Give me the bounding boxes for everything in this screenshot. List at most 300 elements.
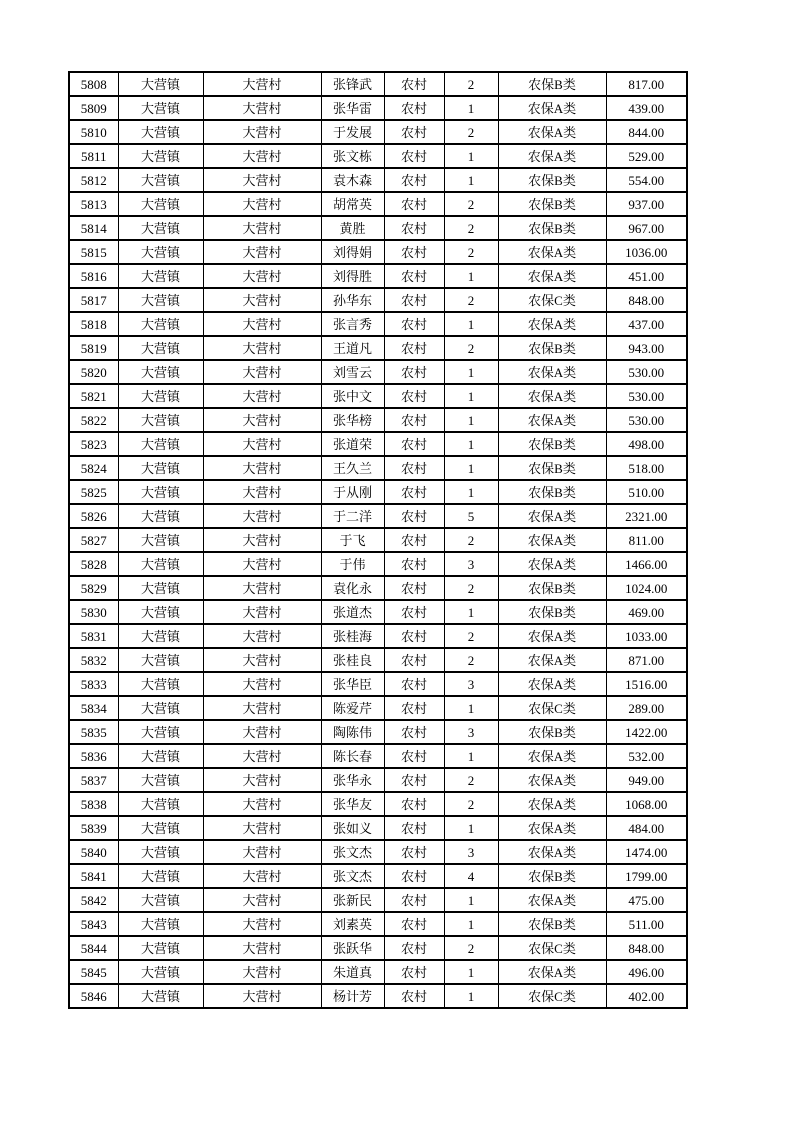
cell-town: 大营镇 (118, 792, 203, 816)
cell-record-id: 5824 (69, 456, 118, 480)
cell-town: 大营镇 (118, 912, 203, 936)
table-row (69, 960, 687, 984)
cell-insurance-category: 农保A类 (498, 312, 606, 336)
cell-record-id: 5818 (69, 312, 118, 336)
cell-record-id: 5819 (69, 336, 118, 360)
cell-town: 大营镇 (118, 720, 203, 744)
table-row (69, 312, 687, 336)
cell-residence-type: 农村 (384, 360, 444, 384)
table-row (69, 624, 687, 648)
cell-insurance-category: 农保A类 (498, 240, 606, 264)
table-row (69, 744, 687, 768)
cell-town: 大营镇 (118, 696, 203, 720)
cell-town: 大营镇 (118, 384, 203, 408)
cell-village: 大营村 (203, 672, 321, 696)
cell-person-name: 刘素英 (321, 912, 384, 936)
cell-record-id: 5823 (69, 432, 118, 456)
cell-person-count: 2 (444, 72, 498, 96)
cell-amount: 451.00 (606, 264, 687, 288)
cell-town: 大营镇 (118, 288, 203, 312)
cell-person-count: 1 (444, 816, 498, 840)
cell-person-name: 张跃华 (321, 936, 384, 960)
cell-village: 大营村 (203, 936, 321, 960)
cell-record-id: 5812 (69, 168, 118, 192)
cell-village: 大营村 (203, 480, 321, 504)
cell-insurance-category: 农保A类 (498, 96, 606, 120)
cell-town: 大营镇 (118, 552, 203, 576)
cell-insurance-category: 农保A类 (498, 120, 606, 144)
cell-village: 大营村 (203, 336, 321, 360)
cell-record-id: 5811 (69, 144, 118, 168)
cell-amount: 1024.00 (606, 576, 687, 600)
cell-person-name: 张文杰 (321, 840, 384, 864)
cell-person-count: 2 (444, 192, 498, 216)
cell-record-id: 5841 (69, 864, 118, 888)
cell-record-id: 5821 (69, 384, 118, 408)
cell-person-name: 于飞 (321, 528, 384, 552)
cell-person-name: 张桂海 (321, 624, 384, 648)
cell-residence-type: 农村 (384, 552, 444, 576)
cell-residence-type: 农村 (384, 312, 444, 336)
cell-village: 大营村 (203, 96, 321, 120)
cell-amount: 817.00 (606, 72, 687, 96)
cell-residence-type: 农村 (384, 984, 444, 1008)
cell-town: 大营镇 (118, 600, 203, 624)
cell-residence-type: 农村 (384, 816, 444, 840)
cell-residence-type: 农村 (384, 600, 444, 624)
cell-village: 大营村 (203, 696, 321, 720)
cell-town: 大营镇 (118, 984, 203, 1008)
cell-record-id: 5826 (69, 504, 118, 528)
cell-amount: 498.00 (606, 432, 687, 456)
cell-record-id: 5828 (69, 552, 118, 576)
cell-town: 大营镇 (118, 576, 203, 600)
cell-person-name: 胡常英 (321, 192, 384, 216)
cell-amount: 530.00 (606, 408, 687, 432)
cell-amount: 402.00 (606, 984, 687, 1008)
cell-record-id: 5825 (69, 480, 118, 504)
cell-record-id: 5834 (69, 696, 118, 720)
cell-residence-type: 农村 (384, 840, 444, 864)
cell-amount: 530.00 (606, 360, 687, 384)
cell-insurance-category: 农保A类 (498, 816, 606, 840)
cell-town: 大营镇 (118, 336, 203, 360)
cell-person-name: 袁木森 (321, 168, 384, 192)
cell-village: 大营村 (203, 264, 321, 288)
cell-amount: 967.00 (606, 216, 687, 240)
cell-record-id: 5844 (69, 936, 118, 960)
cell-insurance-category: 农保B类 (498, 456, 606, 480)
cell-residence-type: 农村 (384, 480, 444, 504)
cell-record-id: 5817 (69, 288, 118, 312)
cell-person-count: 2 (444, 768, 498, 792)
cell-insurance-category: 农保A类 (498, 144, 606, 168)
cell-amount: 510.00 (606, 480, 687, 504)
table-row (69, 336, 687, 360)
cell-insurance-category: 农保B类 (498, 600, 606, 624)
cell-residence-type: 农村 (384, 624, 444, 648)
cell-insurance-category: 农保B类 (498, 720, 606, 744)
cell-person-name: 张锋武 (321, 72, 384, 96)
cell-village: 大营村 (203, 576, 321, 600)
cell-person-count: 3 (444, 552, 498, 576)
cell-person-name: 张道杰 (321, 600, 384, 624)
cell-village: 大营村 (203, 600, 321, 624)
cell-insurance-category: 农保A类 (498, 624, 606, 648)
cell-record-id: 5830 (69, 600, 118, 624)
cell-village: 大营村 (203, 504, 321, 528)
table-row (69, 576, 687, 600)
cell-residence-type: 农村 (384, 888, 444, 912)
cell-person-count: 2 (444, 624, 498, 648)
cell-residence-type: 农村 (384, 672, 444, 696)
cell-person-name: 王道凡 (321, 336, 384, 360)
cell-person-name: 朱道真 (321, 960, 384, 984)
cell-amount: 437.00 (606, 312, 687, 336)
cell-amount: 496.00 (606, 960, 687, 984)
cell-insurance-category: 农保A类 (498, 672, 606, 696)
cell-village: 大营村 (203, 408, 321, 432)
cell-residence-type: 农村 (384, 864, 444, 888)
table-row (69, 480, 687, 504)
cell-insurance-category: 农保A类 (498, 528, 606, 552)
cell-town: 大营镇 (118, 888, 203, 912)
cell-village: 大营村 (203, 744, 321, 768)
cell-person-name: 张华榜 (321, 408, 384, 432)
cell-record-id: 5840 (69, 840, 118, 864)
cell-insurance-category: 农保A类 (498, 792, 606, 816)
cell-record-id: 5809 (69, 96, 118, 120)
cell-person-count: 1 (444, 912, 498, 936)
cell-residence-type: 农村 (384, 408, 444, 432)
cell-town: 大营镇 (118, 864, 203, 888)
cell-person-count: 2 (444, 792, 498, 816)
cell-town: 大营镇 (118, 528, 203, 552)
cell-insurance-category: 农保A类 (498, 384, 606, 408)
cell-record-id: 5831 (69, 624, 118, 648)
cell-record-id: 5816 (69, 264, 118, 288)
cell-person-name: 孙华东 (321, 288, 384, 312)
table-row (69, 144, 687, 168)
cell-insurance-category: 农保B类 (498, 216, 606, 240)
cell-village: 大营村 (203, 360, 321, 384)
cell-insurance-category: 农保B类 (498, 72, 606, 96)
cell-residence-type: 农村 (384, 288, 444, 312)
table-row (69, 192, 687, 216)
cell-village: 大营村 (203, 144, 321, 168)
table-row (69, 408, 687, 432)
cell-person-count: 1 (444, 480, 498, 504)
cell-record-id: 5815 (69, 240, 118, 264)
cell-amount: 943.00 (606, 336, 687, 360)
cell-person-name: 于二洋 (321, 504, 384, 528)
cell-town: 大营镇 (118, 240, 203, 264)
cell-town: 大营镇 (118, 216, 203, 240)
cell-town: 大营镇 (118, 408, 203, 432)
cell-person-count: 2 (444, 936, 498, 960)
cell-record-id: 5833 (69, 672, 118, 696)
cell-amount: 530.00 (606, 384, 687, 408)
cell-person-count: 2 (444, 288, 498, 312)
cell-person-name: 张文栋 (321, 144, 384, 168)
table-row (69, 672, 687, 696)
table-row (69, 840, 687, 864)
table-row (69, 216, 687, 240)
cell-amount: 518.00 (606, 456, 687, 480)
cell-record-id: 5839 (69, 816, 118, 840)
cell-residence-type: 农村 (384, 528, 444, 552)
cell-person-count: 2 (444, 216, 498, 240)
cell-person-count: 2 (444, 528, 498, 552)
cell-person-count: 4 (444, 864, 498, 888)
cell-person-count: 1 (444, 456, 498, 480)
cell-person-name: 于发展 (321, 120, 384, 144)
cell-village: 大营村 (203, 984, 321, 1008)
cell-town: 大营镇 (118, 168, 203, 192)
cell-amount: 532.00 (606, 744, 687, 768)
cell-amount: 811.00 (606, 528, 687, 552)
cell-village: 大营村 (203, 888, 321, 912)
cell-village: 大营村 (203, 768, 321, 792)
cell-insurance-category: 农保B类 (498, 912, 606, 936)
table-row (69, 72, 687, 96)
cell-amount: 949.00 (606, 768, 687, 792)
cell-person-count: 1 (444, 168, 498, 192)
cell-person-name: 刘雪云 (321, 360, 384, 384)
cell-person-count: 3 (444, 720, 498, 744)
cell-record-id: 5832 (69, 648, 118, 672)
cell-insurance-category: 农保A类 (498, 744, 606, 768)
cell-person-count: 1 (444, 696, 498, 720)
cell-amount: 554.00 (606, 168, 687, 192)
table-row (69, 504, 687, 528)
table-row (69, 648, 687, 672)
cell-person-count: 1 (444, 744, 498, 768)
cell-record-id: 5836 (69, 744, 118, 768)
cell-person-name: 于从刚 (321, 480, 384, 504)
cell-person-name: 张桂良 (321, 648, 384, 672)
cell-town: 大营镇 (118, 456, 203, 480)
cell-amount: 484.00 (606, 816, 687, 840)
cell-insurance-category: 农保A类 (498, 360, 606, 384)
cell-village: 大营村 (203, 456, 321, 480)
table-row (69, 384, 687, 408)
cell-record-id: 5845 (69, 960, 118, 984)
cell-person-count: 2 (444, 576, 498, 600)
cell-amount: 848.00 (606, 288, 687, 312)
cell-village: 大营村 (203, 240, 321, 264)
cell-insurance-category: 农保C类 (498, 984, 606, 1008)
cell-residence-type: 农村 (384, 576, 444, 600)
table-row (69, 432, 687, 456)
cell-person-name: 于伟 (321, 552, 384, 576)
cell-insurance-category: 农保A类 (498, 504, 606, 528)
cell-insurance-category: 农保B类 (498, 480, 606, 504)
cell-amount: 469.00 (606, 600, 687, 624)
cell-person-count: 1 (444, 888, 498, 912)
cell-person-name: 张如义 (321, 816, 384, 840)
table-row (69, 288, 687, 312)
cell-residence-type: 农村 (384, 792, 444, 816)
cell-insurance-category: 农保A类 (498, 408, 606, 432)
cell-residence-type: 农村 (384, 96, 444, 120)
cell-town: 大营镇 (118, 624, 203, 648)
cell-residence-type: 农村 (384, 240, 444, 264)
cell-residence-type: 农村 (384, 264, 444, 288)
cell-town: 大营镇 (118, 144, 203, 168)
cell-village: 大营村 (203, 384, 321, 408)
cell-residence-type: 农村 (384, 696, 444, 720)
cell-insurance-category: 农保B类 (498, 576, 606, 600)
cell-residence-type: 农村 (384, 720, 444, 744)
table-body (69, 72, 687, 1008)
cell-residence-type: 农村 (384, 120, 444, 144)
cell-town: 大营镇 (118, 192, 203, 216)
cell-record-id: 5835 (69, 720, 118, 744)
cell-amount: 1033.00 (606, 624, 687, 648)
table-row (69, 360, 687, 384)
table-row (69, 720, 687, 744)
cell-person-count: 1 (444, 360, 498, 384)
cell-residence-type: 农村 (384, 144, 444, 168)
cell-record-id: 5843 (69, 912, 118, 936)
cell-amount: 1036.00 (606, 240, 687, 264)
cell-amount: 439.00 (606, 96, 687, 120)
cell-amount: 475.00 (606, 888, 687, 912)
table-row (69, 456, 687, 480)
cell-person-name: 刘得娟 (321, 240, 384, 264)
cell-amount: 1068.00 (606, 792, 687, 816)
cell-person-count: 2 (444, 336, 498, 360)
table-row (69, 120, 687, 144)
cell-insurance-category: 农保A类 (498, 960, 606, 984)
cell-amount: 529.00 (606, 144, 687, 168)
cell-residence-type: 农村 (384, 192, 444, 216)
cell-person-count: 1 (444, 960, 498, 984)
cell-person-count: 1 (444, 96, 498, 120)
cell-person-name: 陶陈伟 (321, 720, 384, 744)
cell-person-name: 张华臣 (321, 672, 384, 696)
cell-town: 大营镇 (118, 768, 203, 792)
cell-amount: 289.00 (606, 696, 687, 720)
cell-person-count: 5 (444, 504, 498, 528)
cell-village: 大营村 (203, 864, 321, 888)
cell-record-id: 5838 (69, 792, 118, 816)
cell-person-name: 张华雷 (321, 96, 384, 120)
cell-person-name: 张新民 (321, 888, 384, 912)
table-row (69, 552, 687, 576)
cell-amount: 1516.00 (606, 672, 687, 696)
cell-town: 大营镇 (118, 264, 203, 288)
cell-insurance-category: 农保B类 (498, 168, 606, 192)
cell-town: 大营镇 (118, 480, 203, 504)
cell-record-id: 5829 (69, 576, 118, 600)
cell-amount: 1466.00 (606, 552, 687, 576)
cell-person-count: 1 (444, 984, 498, 1008)
cell-amount: 2321.00 (606, 504, 687, 528)
cell-person-name: 张华永 (321, 768, 384, 792)
cell-person-count: 1 (444, 432, 498, 456)
cell-town: 大营镇 (118, 960, 203, 984)
cell-village: 大营村 (203, 168, 321, 192)
cell-residence-type: 农村 (384, 936, 444, 960)
table-row (69, 96, 687, 120)
cell-insurance-category: 农保B类 (498, 192, 606, 216)
cell-village: 大营村 (203, 216, 321, 240)
cell-record-id: 5842 (69, 888, 118, 912)
table-row (69, 888, 687, 912)
cell-person-name: 黄胜 (321, 216, 384, 240)
cell-town: 大营镇 (118, 96, 203, 120)
cell-town: 大营镇 (118, 360, 203, 384)
cell-town: 大营镇 (118, 672, 203, 696)
cell-insurance-category: 农保B类 (498, 864, 606, 888)
cell-village: 大营村 (203, 288, 321, 312)
cell-residence-type: 农村 (384, 744, 444, 768)
table-row (69, 168, 687, 192)
cell-amount: 1474.00 (606, 840, 687, 864)
cell-town: 大营镇 (118, 936, 203, 960)
cell-town: 大营镇 (118, 504, 203, 528)
cell-insurance-category: 农保C类 (498, 696, 606, 720)
table-row (69, 528, 687, 552)
cell-village: 大营村 (203, 960, 321, 984)
table-row (69, 792, 687, 816)
cell-person-count: 3 (444, 840, 498, 864)
cell-insurance-category: 农保B类 (498, 336, 606, 360)
cell-insurance-category: 农保A类 (498, 552, 606, 576)
table-row (69, 912, 687, 936)
table-row (69, 696, 687, 720)
cell-village: 大营村 (203, 624, 321, 648)
cell-residence-type: 农村 (384, 216, 444, 240)
cell-person-name: 张华友 (321, 792, 384, 816)
cell-person-name: 张道荣 (321, 432, 384, 456)
cell-record-id: 5822 (69, 408, 118, 432)
cell-village: 大营村 (203, 312, 321, 336)
cell-person-count: 1 (444, 408, 498, 432)
cell-town: 大营镇 (118, 648, 203, 672)
cell-amount: 844.00 (606, 120, 687, 144)
cell-person-name: 杨计芳 (321, 984, 384, 1008)
cell-person-count: 1 (444, 312, 498, 336)
cell-town: 大营镇 (118, 744, 203, 768)
table-row (69, 768, 687, 792)
cell-person-count: 1 (444, 600, 498, 624)
cell-insurance-category: 农保C类 (498, 288, 606, 312)
cell-village: 大营村 (203, 840, 321, 864)
cell-residence-type: 农村 (384, 768, 444, 792)
table-row (69, 600, 687, 624)
cell-village: 大营村 (203, 552, 321, 576)
cell-insurance-category: 农保A类 (498, 888, 606, 912)
table-row (69, 816, 687, 840)
table-row (69, 984, 687, 1008)
cell-residence-type: 农村 (384, 168, 444, 192)
cell-person-name: 刘得胜 (321, 264, 384, 288)
cell-amount: 1799.00 (606, 864, 687, 888)
cell-residence-type: 农村 (384, 456, 444, 480)
cell-village: 大营村 (203, 720, 321, 744)
cell-insurance-category: 农保B类 (498, 432, 606, 456)
cell-residence-type: 农村 (384, 432, 444, 456)
cell-insurance-category: 农保C类 (498, 936, 606, 960)
cell-person-count: 1 (444, 144, 498, 168)
cell-town: 大营镇 (118, 840, 203, 864)
cell-amount: 1422.00 (606, 720, 687, 744)
table-row (69, 240, 687, 264)
cell-residence-type: 农村 (384, 960, 444, 984)
